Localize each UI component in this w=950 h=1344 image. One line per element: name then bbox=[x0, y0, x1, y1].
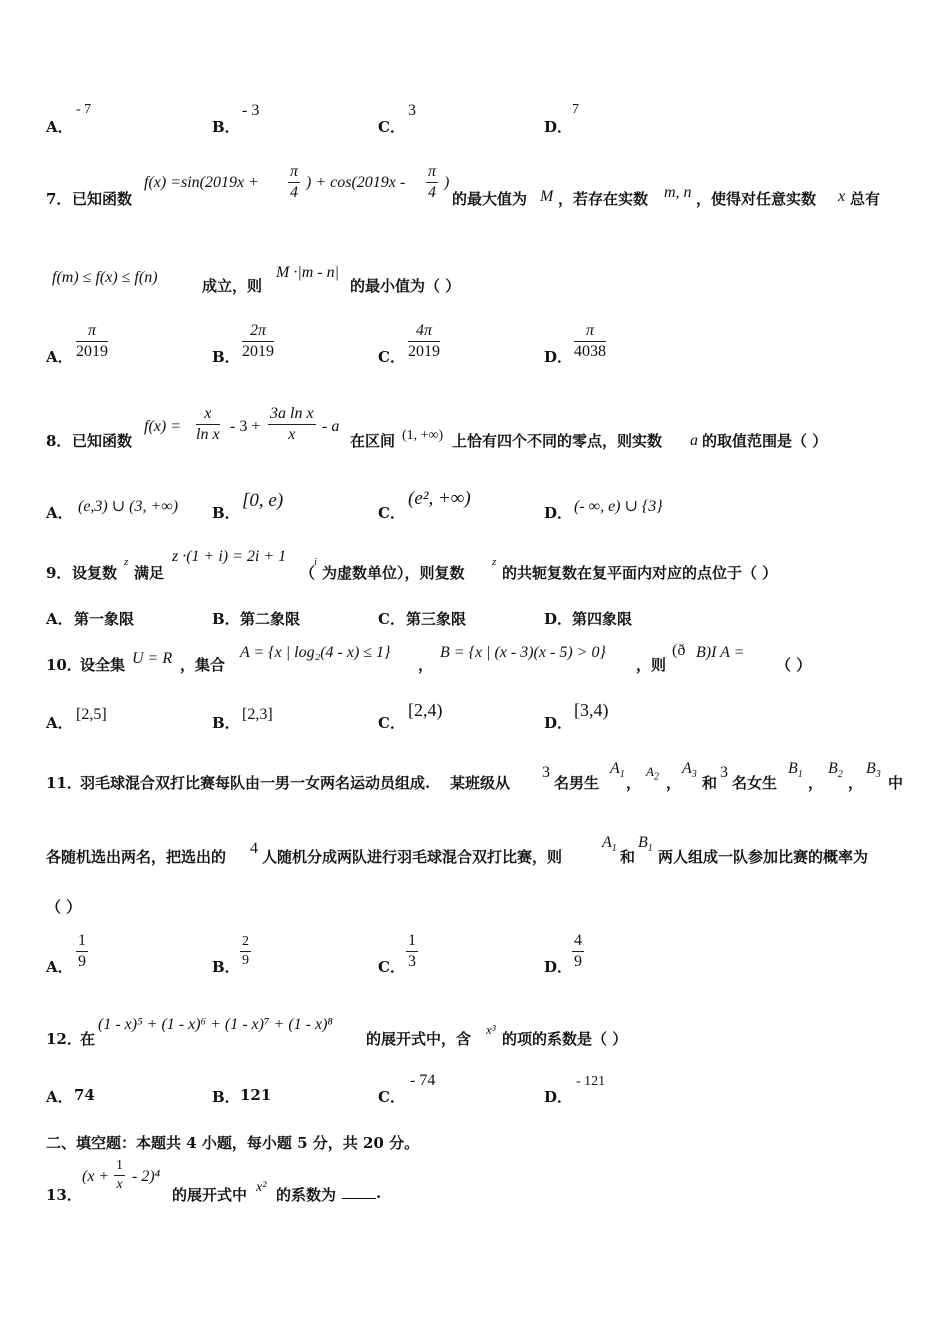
q7-text-6: 成立，则 bbox=[202, 277, 263, 295]
q8-option-a-value: (e,3) ∪ (3, +∞) bbox=[78, 498, 179, 515]
q11-text-9: 和 bbox=[620, 848, 636, 866]
q9-option-d-label: D． bbox=[544, 610, 573, 628]
q9-option-c-label: C． bbox=[378, 610, 405, 628]
q12-option-c-value: - 74 bbox=[410, 1072, 436, 1089]
q6-option-d-value: 7 bbox=[572, 102, 579, 117]
q8-number: 8． bbox=[46, 432, 72, 450]
q10-universal-set: U = R bbox=[132, 650, 173, 667]
q7-M: M bbox=[540, 188, 554, 205]
q9-equation: z ·(1 + i) = 2i + 1 bbox=[172, 548, 287, 565]
q11-option-d-value: $\frac{4}{9}$ bbox=[574, 932, 582, 970]
q9-number: 9． bbox=[46, 564, 72, 582]
q7-frac-pi-4-a: $\frac{\pi}{4}$ bbox=[290, 163, 299, 201]
q9-option-d-value: 第四象限 bbox=[572, 610, 633, 628]
q6-option-a-value: - 7 bbox=[76, 102, 92, 117]
q10-expression-2: B)I A = bbox=[696, 644, 745, 661]
q11-three-boys: 3 bbox=[542, 764, 550, 781]
q7-option-c-label: C． bbox=[378, 348, 405, 366]
q8-option-d-value: (- ∞, e) ∪ {3} bbox=[574, 498, 663, 515]
q7-func-lhs: f(x) =sin(2019x + bbox=[144, 174, 259, 191]
q9-text-1: 设复数 bbox=[72, 564, 118, 582]
q9-text-3: （ bbox=[300, 564, 316, 582]
q8-interval: (1, +∞) bbox=[402, 428, 444, 443]
q9-z-1: z bbox=[124, 556, 129, 568]
q10-option-d-value: [3,4) bbox=[574, 700, 609, 720]
q12-text-2: 的展开式中，含 bbox=[366, 1030, 472, 1048]
q9-z-2: z bbox=[492, 556, 497, 568]
q11-B3: $B_3$ bbox=[866, 760, 881, 781]
q7-text-2: 的最大值为 bbox=[452, 190, 528, 208]
q9-option-a-label: A． bbox=[46, 610, 73, 628]
q11-paren: （ ） bbox=[46, 898, 82, 916]
q11-sep-4: ， bbox=[848, 774, 864, 792]
q11-B1: $B_1$ bbox=[788, 760, 803, 781]
q11-option-a-label: A． bbox=[46, 958, 73, 976]
q11-four: 4 bbox=[250, 840, 258, 857]
q11-option-b-value: $\frac{2}{9}$ bbox=[242, 934, 249, 968]
q8-f-lhs: f(x) = bbox=[144, 418, 181, 435]
q10-option-c-label: C． bbox=[378, 714, 405, 732]
q7-text-1: 已知函数 bbox=[72, 190, 133, 208]
q6-option-c-label: C． bbox=[378, 118, 405, 136]
q9-text-5: 的共轭复数在复平面内对应的点位于（ ） bbox=[502, 564, 778, 582]
q7-mn: m, n bbox=[664, 184, 692, 201]
q8-option-c-value: (e², +∞) bbox=[408, 488, 471, 509]
q8-frac-2: $\frac{\text{3a ln x}}{x}$ bbox=[270, 405, 314, 443]
q8-tail: - a bbox=[322, 418, 340, 435]
q11-text-6: 中 bbox=[888, 774, 904, 792]
q12-option-a-label: A． bbox=[46, 1088, 73, 1106]
q10-option-c-value: [2,4) bbox=[408, 700, 443, 720]
q10-comma: ， bbox=[418, 656, 434, 674]
q11-A2: $A_2$ bbox=[646, 764, 659, 783]
q8-option-b-value: [0, e) bbox=[242, 490, 284, 511]
q11-A1-b: $A_1$ bbox=[602, 834, 617, 855]
q6-option-a-label: A． bbox=[46, 118, 73, 136]
q11-number: 11． bbox=[46, 774, 82, 792]
q9-option-b-value: 第二象限 bbox=[240, 610, 301, 628]
q13-open: (x + bbox=[82, 1168, 110, 1185]
q7-option-a-label: A． bbox=[46, 348, 73, 366]
q8-text-4: 的取值范围是（ ） bbox=[702, 432, 828, 450]
q11-three-girls: 3 bbox=[720, 764, 728, 781]
q12-option-b-value: 121 bbox=[240, 1086, 272, 1104]
q11-option-a-value: $\frac{1}{9}$ bbox=[78, 932, 86, 970]
q10-text-2: ，集合 bbox=[180, 656, 226, 674]
q7-text-4: ，使得对任意实数 bbox=[696, 190, 817, 208]
q13-text-2: 的系数为 bbox=[276, 1186, 337, 1204]
q10-text-3: ，则 bbox=[636, 656, 667, 674]
q12-text-3: 的项的系数是（ ） bbox=[502, 1030, 628, 1048]
q13-text-1: 的展开式中 bbox=[172, 1186, 248, 1204]
q7-inequality: f(m) ≤ f(x) ≤ f(n) bbox=[52, 269, 158, 286]
q6-option-c-value: 3 bbox=[408, 102, 416, 119]
q11-text-5: 名女生 bbox=[732, 774, 778, 792]
q8-option-d-label: D． bbox=[544, 504, 573, 522]
q11-sep-1: ， bbox=[626, 774, 642, 792]
q12-option-d-label: D． bbox=[544, 1088, 573, 1106]
q11-text-3: 名男生 bbox=[554, 774, 600, 792]
q11-sep-2: ， bbox=[666, 774, 682, 792]
q7-option-d-value: $\frac{\pi}{4038}$ bbox=[574, 322, 606, 360]
q7-func-mid: ) + cos(2019x - bbox=[306, 174, 406, 191]
q11-A1: $A_1$ bbox=[610, 760, 625, 781]
q6-option-b-value: - 3 bbox=[242, 102, 260, 119]
q9-text-4: 为虚数单位），则复数 bbox=[322, 564, 465, 582]
q9-option-c-value: 第三象限 bbox=[406, 610, 467, 628]
q8-text-1: 已知函数 bbox=[72, 432, 133, 450]
q8-a: a bbox=[690, 432, 698, 449]
q8-frac-1: $\frac{x}{\text{ln x}}$ bbox=[196, 405, 220, 443]
q11-B2: $B_2$ bbox=[828, 760, 843, 781]
q9-i: i bbox=[314, 556, 318, 568]
q7-text-5: 总有 bbox=[850, 190, 881, 208]
q13-end: . bbox=[376, 1184, 382, 1202]
q11-sep-3: ， bbox=[808, 774, 824, 792]
q10-option-a-value: [2,5] bbox=[76, 706, 107, 723]
q10-number: 10． bbox=[46, 656, 82, 674]
q8-option-a-label: A． bbox=[46, 504, 73, 522]
q12-option-a-value: 74 bbox=[74, 1086, 95, 1104]
q10-expression: (ð bbox=[672, 642, 686, 659]
q9-text-2: 满足 bbox=[134, 564, 165, 582]
q11-text-8: 人随机分成两队进行羽毛球混合双打比赛，则 bbox=[262, 848, 563, 866]
q7-number: 7． bbox=[46, 190, 72, 208]
q11-text-7: 各随机选出两名，把选出的 bbox=[46, 848, 227, 866]
q6-option-b-label: B． bbox=[212, 118, 240, 136]
q11-B1-b: $B_1$ bbox=[638, 834, 653, 855]
q7-text-7: 的最小值为（ ） bbox=[350, 277, 461, 295]
q8-option-b-label: B． bbox=[212, 504, 240, 522]
q10-option-b-value: [2,3] bbox=[242, 706, 273, 723]
q11-option-d-label: D． bbox=[544, 958, 573, 976]
q7-option-d-label: D． bbox=[544, 348, 573, 366]
q7-x: x bbox=[838, 188, 846, 205]
q10-set-b: B = {x | (x - 3)(x - 5) > 0} bbox=[440, 644, 606, 661]
q10-set-a: A = {x | log₂(4 - x) ≤ 1} bbox=[240, 644, 391, 661]
q12-option-d-value: - 121 bbox=[576, 1074, 606, 1089]
q11-option-c-label: C． bbox=[378, 958, 405, 976]
q7-text-3: ，若存在实数 bbox=[558, 190, 649, 208]
q7-func-rhs: ) bbox=[444, 174, 450, 191]
q12-option-c-label: C． bbox=[378, 1088, 405, 1106]
section-2-title: 二、填空题：本题共 4 小题，每小题 5 分，共 20 分。 bbox=[46, 1134, 420, 1152]
q13-answer-blank[interactable] bbox=[342, 1184, 376, 1199]
q10-text-4: （ ） bbox=[776, 656, 812, 674]
q12-x3: x³ bbox=[486, 1022, 496, 1037]
q7-option-c-value: $\frac{4\pi}{2019}$ bbox=[408, 322, 440, 360]
q8-option-c-label: C． bbox=[378, 504, 405, 522]
q11-option-b-label: B． bbox=[212, 958, 240, 976]
q10-option-a-label: A． bbox=[46, 714, 73, 732]
q10-option-b-label: B． bbox=[212, 714, 240, 732]
q11-text-4: 和 bbox=[702, 774, 718, 792]
q7-frac-pi-4-b: $\frac{\pi}{4}$ bbox=[428, 163, 437, 201]
q12-option-b-label: B． bbox=[212, 1088, 240, 1106]
q9-option-b-label: B． bbox=[212, 610, 240, 628]
q13-number: 13． bbox=[46, 1186, 82, 1204]
q7-option-a-value: $\frac{\pi}{2019}$ bbox=[76, 322, 108, 360]
q7-option-b-label: B． bbox=[212, 348, 240, 366]
q11-A3: $A_3$ bbox=[682, 760, 697, 781]
q13-frac: $\frac{1}{x}$ bbox=[116, 1158, 123, 1192]
q13-x2: x² bbox=[256, 1180, 267, 1195]
q7-option-b-value: $\frac{2\pi}{2019}$ bbox=[242, 322, 274, 360]
q10-option-d-label: D． bbox=[544, 714, 573, 732]
q12-expression: (1 - x)⁵ + (1 - x)⁶ + (1 - x)⁷ + (1 - x)⁸ bbox=[98, 1016, 333, 1033]
q11-option-c-value: $\frac{1}{3}$ bbox=[408, 932, 416, 970]
q11-text-2: 某班级从 bbox=[450, 774, 511, 792]
q6-option-d-label: D． bbox=[544, 118, 573, 136]
q12-text-1: 在 bbox=[80, 1030, 96, 1048]
q11-text-10: 两人组成一队参加比赛的概率为 bbox=[658, 848, 869, 866]
q8-text-3: 上恰有四个不同的零点，则实数 bbox=[452, 432, 663, 450]
q11-text-1: 羽毛球混合双打比赛每队由一男一女两名运动员组成. bbox=[80, 774, 431, 792]
q12-number: 12． bbox=[46, 1030, 82, 1048]
q8-text-2: 在区间 bbox=[350, 432, 396, 450]
q7-expression: M ·|m - n| bbox=[276, 264, 340, 281]
q13-close: - 2)⁴ bbox=[132, 1168, 161, 1185]
q8-mid: - 3 + bbox=[230, 418, 261, 435]
q9-option-a-value: 第一象限 bbox=[74, 610, 135, 628]
q10-text-1: 设全集 bbox=[80, 656, 126, 674]
